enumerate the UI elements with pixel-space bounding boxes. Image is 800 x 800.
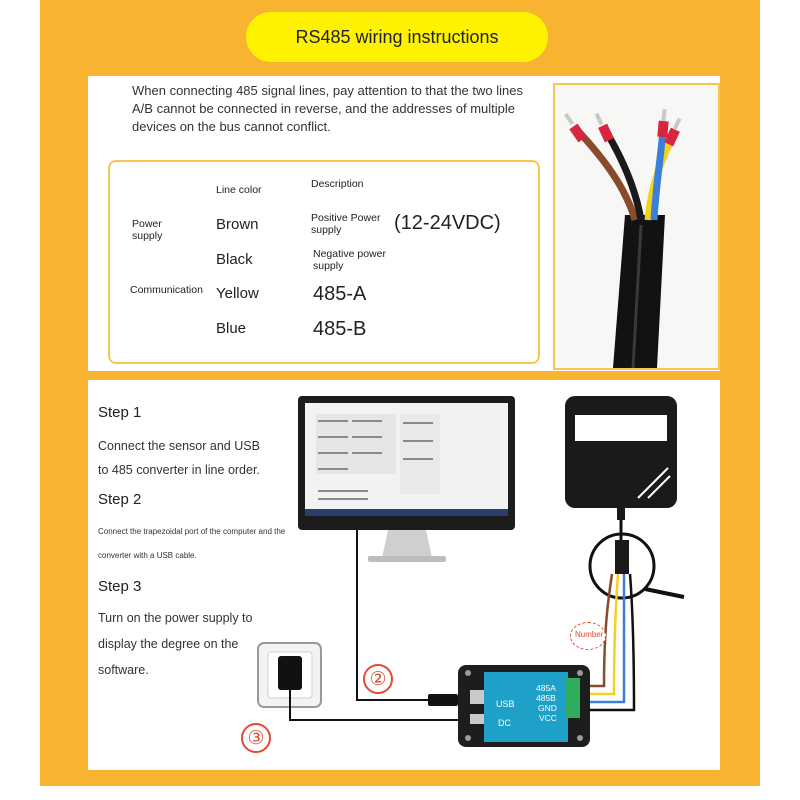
header-description: Description xyxy=(311,178,364,190)
row-color-brown: Brown xyxy=(216,216,259,233)
step1-text: Connect the sensor and USB to 485 converter in line order. xyxy=(98,439,260,477)
monitor-icon xyxy=(298,396,515,562)
step3-heading: Step 3 xyxy=(98,578,142,595)
step1-heading: Step 1 xyxy=(98,404,142,421)
row-desc-yellow: 485-A xyxy=(313,283,367,305)
step2-heading: Step 2 xyxy=(98,491,142,508)
row-color-blue: Blue xyxy=(216,320,247,337)
step3-text: Turn on the power supply to display the degree on the software. xyxy=(98,611,253,677)
callout-3: ③ xyxy=(241,723,271,753)
group-power: Power supply xyxy=(132,218,163,242)
page-title: RS485 wiring instructions xyxy=(246,12,548,62)
intro-text: When connecting 485 signal lines, pay attention to that the two lines A/B cannot be connected in reverse, and the addresses of multiple devices on the bus cannot conflict. xyxy=(132,83,523,134)
group-communication: Communication xyxy=(130,284,203,296)
voltage-label: (12-24VDC) xyxy=(394,212,501,234)
row-desc-black: Negative power supply xyxy=(313,248,386,272)
converter-usb-label: USB xyxy=(496,699,515,709)
sensor-device-icon xyxy=(565,396,677,520)
number-callout-label: Number xyxy=(575,630,604,639)
converter-pin-gnd: GND xyxy=(538,703,557,713)
magnifier-icon xyxy=(590,534,684,598)
step2-text: Connect the trapezoidal port of the computer and the converter with a USB cable. xyxy=(98,527,286,560)
row-desc-blue: 485-B xyxy=(313,318,367,340)
usb-485-converter-icon xyxy=(458,665,590,747)
converter-dc-label: DC xyxy=(498,718,511,728)
converter-pin-485b: 485B xyxy=(536,693,556,703)
row-desc-brown: Positive Power supply xyxy=(311,212,381,236)
row-color-yellow: Yellow xyxy=(216,285,259,302)
converter-pin-vcc: VCC xyxy=(539,713,557,723)
callout-2: ② xyxy=(363,664,393,694)
row-color-black: Black xyxy=(216,251,253,268)
header-line-color: Line color xyxy=(216,184,262,196)
converter-pin-485a: 485A xyxy=(536,683,556,693)
